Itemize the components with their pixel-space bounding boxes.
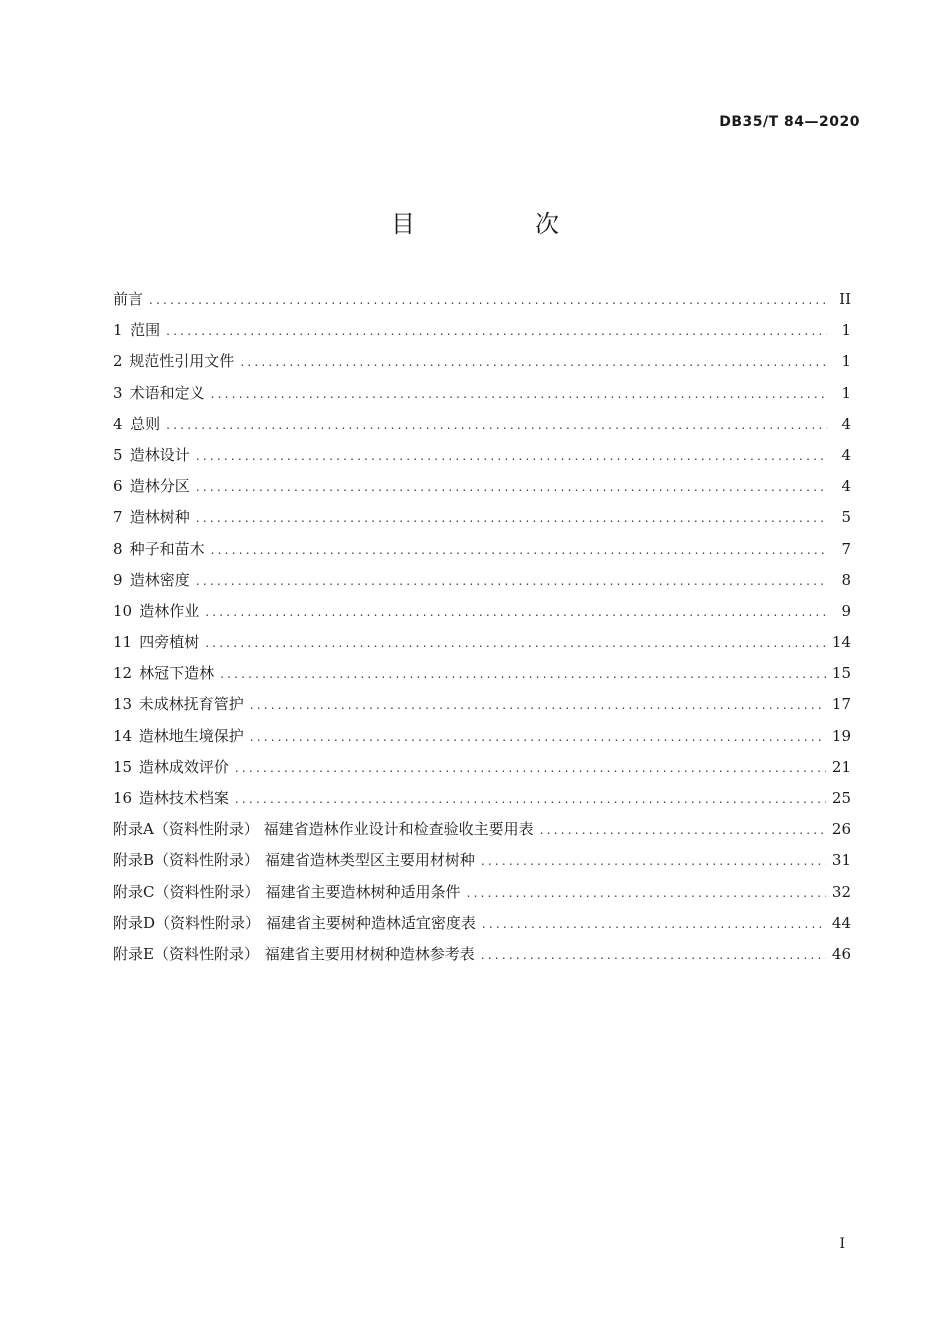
toc-leader-dots — [235, 753, 826, 784]
toc-entry-number: 1 — [113, 321, 123, 340]
toc-entry-page: 44 — [831, 913, 851, 932]
toc-entry-label: 福建省主要树种造林适宜密度表 — [265, 913, 476, 932]
toc-entry-label: 种子和苗木 — [129, 539, 205, 558]
toc-entry-page: 7 — [841, 539, 851, 558]
toc-entry-page: 17 — [831, 695, 851, 714]
toc-entry-label: 福建省造林作业设计和检查验收主要用表 — [263, 820, 534, 839]
toc-entry-label: 四旁植树 — [139, 633, 200, 652]
toc-entry-page: 21 — [831, 757, 851, 776]
toc-leader-dots — [240, 347, 827, 378]
toc-entry-number: 附录A（资料性附录） — [113, 820, 259, 839]
toc-entry-page: 4 — [841, 445, 851, 464]
toc-entry-page: 8 — [841, 570, 851, 589]
toc-entry-page: 46 — [831, 944, 851, 963]
toc-entry-appendix-b[interactable] — [113, 845, 851, 876]
toc-entry-number: 附录E（资料性附录） — [113, 944, 259, 963]
toc-entry-label: 福建省造林类型区主要用材树种 — [264, 851, 475, 870]
toc-entry-14[interactable] — [113, 721, 851, 752]
toc-entry-number: 2 — [113, 352, 123, 371]
toc-entry-15[interactable] — [113, 752, 851, 783]
toc-leader-dots — [166, 316, 827, 347]
toc-entry-number: 15 — [113, 757, 133, 776]
toc-entry-page: 25 — [831, 789, 851, 807]
toc-leader-dots — [196, 472, 827, 503]
toc-entry-number: 9 — [113, 570, 123, 589]
toc-entry-label: 造林成效评价 — [138, 757, 229, 776]
toc-entry-number: 6 — [113, 477, 123, 496]
toc-entry-page: 1 — [841, 321, 851, 340]
toc-entry-number: 10 — [113, 601, 133, 620]
toc-entry-page: 14 — [831, 633, 851, 652]
toc-entry-page: 19 — [831, 726, 851, 745]
toc-entry-11[interactable] — [113, 627, 851, 658]
toc-leader-dots — [250, 722, 826, 753]
toc-entry-5[interactable] — [113, 440, 851, 471]
toc-entry-13[interactable] — [113, 689, 851, 720]
toc-leader-dots — [149, 285, 827, 316]
toc-entry-appendix-e[interactable] — [113, 939, 851, 970]
toc-entry-label: 规范性引用文件 — [129, 352, 235, 371]
toc-entry-number: 5 — [113, 445, 123, 464]
toc-leader-dots — [481, 846, 826, 877]
toc-entry-number: 4 — [113, 414, 123, 433]
page-number: I — [839, 1236, 845, 1252]
toc-entry-label: 造林技术档案 — [138, 789, 229, 807]
toc-entry-10[interactable] — [113, 596, 851, 627]
toc-leader-dots — [235, 784, 826, 815]
page-title: 目 次 — [391, 210, 607, 238]
toc-entry-label: 林冠下造林 — [139, 664, 215, 683]
toc-entry-page: 26 — [831, 820, 851, 839]
table-of-contents — [113, 284, 851, 970]
toc-leader-dots — [196, 441, 827, 472]
toc-entry-number: 附录D（资料性附录） — [113, 913, 261, 932]
toc-entry-2[interactable] — [113, 346, 851, 377]
toc-leader-dots — [196, 566, 827, 597]
toc-leader-dots — [467, 878, 826, 909]
toc-entry-page: 15 — [831, 664, 851, 683]
toc-entry-number: 14 — [113, 726, 133, 745]
toc-entry-number: 附录B（资料性附录） — [113, 851, 260, 870]
toc-entry-number: 7 — [113, 508, 123, 527]
toc-leader-dots — [540, 815, 826, 846]
toc-entry-number: 8 — [113, 539, 123, 558]
toc-entry-page: II — [839, 290, 851, 308]
toc-entry-page: 5 — [841, 508, 851, 527]
toc-leader-dots — [196, 503, 827, 534]
toc-leader-dots — [211, 379, 827, 410]
toc-entry-12[interactable] — [113, 658, 851, 689]
toc-entry-label: 福建省主要用材树种造林参考表 — [264, 944, 475, 963]
toc-entry-number: 附录C（资料性附录） — [113, 882, 260, 901]
toc-entry-3[interactable] — [113, 378, 851, 409]
toc-entry-1[interactable] — [113, 315, 851, 346]
toc-entry-6[interactable] — [113, 471, 851, 502]
toc-entry-label: 未成林抚育管护 — [138, 695, 244, 714]
toc-entry-page: 32 — [831, 882, 851, 901]
toc-entry-label: 术语和定义 — [129, 383, 205, 402]
toc-leader-dots — [250, 690, 826, 721]
toc-entry-page: 31 — [831, 851, 851, 870]
toc-entry-page: 9 — [841, 601, 851, 620]
toc-leader-dots — [166, 410, 827, 441]
toc-entry-number: 3 — [113, 383, 123, 402]
toc-leader-dots — [205, 597, 827, 628]
toc-leader-dots — [482, 909, 826, 940]
toc-entry-label: 范围 — [130, 321, 161, 340]
toc-entry-number: 12 — [113, 664, 133, 683]
toc-entry-label: 福建省主要造林树种适用条件 — [265, 882, 461, 901]
toc-entry-page: 4 — [841, 477, 851, 496]
toc-entry-label: 总则 — [130, 414, 161, 433]
toc-entry-label: 造林设计 — [129, 445, 190, 464]
toc-leader-dots — [211, 535, 827, 566]
toc-entry-page: 4 — [841, 414, 851, 433]
toc-entry-7[interactable] — [113, 502, 851, 533]
toc-entry-label: 造林作业 — [139, 601, 200, 620]
toc-leader-dots — [205, 628, 826, 659]
toc-leader-dots — [481, 940, 826, 971]
toc-leader-dots — [220, 659, 826, 690]
toc-entry-number: 16 — [113, 789, 133, 807]
toc-entry-4[interactable] — [113, 409, 851, 440]
toc-entry-16[interactable] — [113, 783, 851, 814]
toc-entry-number: 13 — [113, 695, 133, 714]
toc-entry-appendix-c[interactable] — [113, 877, 851, 908]
toc-entry-9[interactable] — [113, 565, 851, 596]
toc-entry-page: 1 — [841, 352, 851, 371]
toc-entry-8[interactable] — [113, 534, 851, 565]
toc-entry-label: 造林分区 — [129, 477, 190, 496]
toc-entry-number: 11 — [113, 633, 133, 652]
toc-entry-label: 前言 — [113, 290, 144, 308]
toc-entry-appendix-d[interactable] — [113, 908, 851, 939]
toc-entry-appendix-a[interactable] — [113, 814, 851, 845]
toc-entry-label: 造林树种 — [129, 508, 190, 527]
toc-entry-label: 造林地生境保护 — [138, 726, 244, 745]
document-code: DB35/T 84—2020 — [719, 114, 860, 130]
toc-entry-page: 1 — [841, 383, 851, 402]
toc-entry-foreword[interactable] — [113, 284, 851, 315]
toc-entry-label: 造林密度 — [129, 570, 190, 589]
